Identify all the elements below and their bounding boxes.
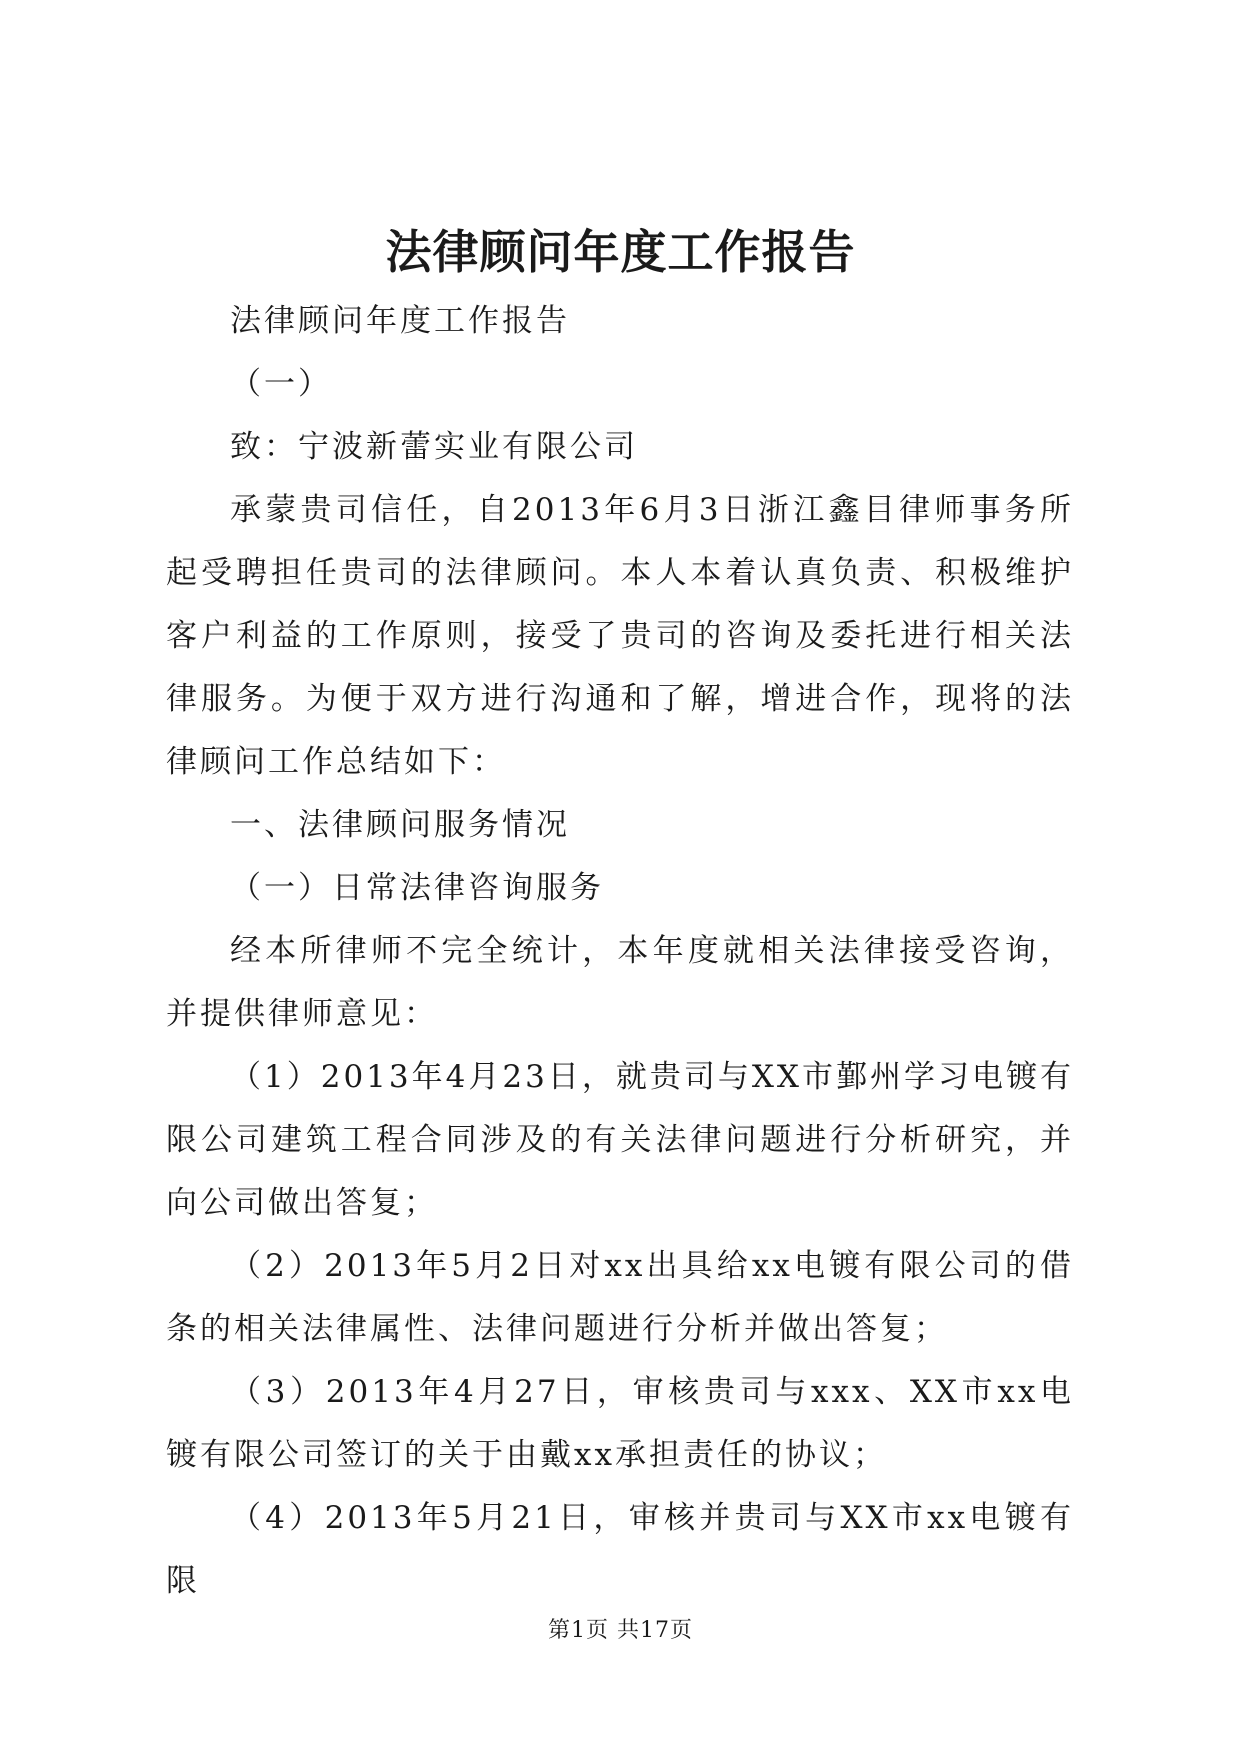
- document-title: 法律顾问年度工作报告: [385, 225, 856, 279]
- paragraph-part-number: （一）: [230, 366, 332, 402]
- paragraph-addressee: 致：宁波新蕾实业有限公司: [230, 429, 638, 465]
- list-item: （4）2013年5月21日，审核并贵司与XX市xx电镀有限: [166, 1500, 1074, 1599]
- list-item: （1）2013年4月23日，就贵司与XX市鄞州学习电镀有限公司建筑工程合同涉及的有关法律问题进行分析研究，并向公司做出答复；: [166, 1059, 1074, 1221]
- paragraph-intro: 承蒙贵司信任，自2013年6月3日浙江鑫目律师事务所起受聘担任贵司的法律顾问。本人本着认真负责、积极维护客户利益的工作原则，接受了贵司的咨询及委托进行相关法律服务。为便于双方进行沟通和了解，增进合作，现将的法律顾问工作总结如下：: [166, 492, 1074, 780]
- page-footer: 第1页 共17页: [548, 1618, 693, 1643]
- document-body: [166, 290, 1074, 1613]
- list-item: （2）2013年5月2日对xx出具给xx电镀有限公司的借条的相关法律属性、法律问题进行分析并做出答复；: [166, 1248, 1074, 1347]
- section-heading: 一、法律顾问服务情况: [230, 807, 570, 843]
- paragraph-statistics: 经本所律师不完全统计，本年度就相关法律接受咨询，并提供律师意见：: [166, 933, 1074, 1032]
- subsection-heading: （一）日常法律咨询服务: [230, 870, 604, 906]
- list-item: （3）2013年4月27日，审核贵司与xxx、XX市xx电镀有限公司签订的关于由戴xx承担责任的协议；: [166, 1374, 1074, 1473]
- paragraph-subtitle: 法律顾问年度工作报告: [230, 303, 570, 339]
